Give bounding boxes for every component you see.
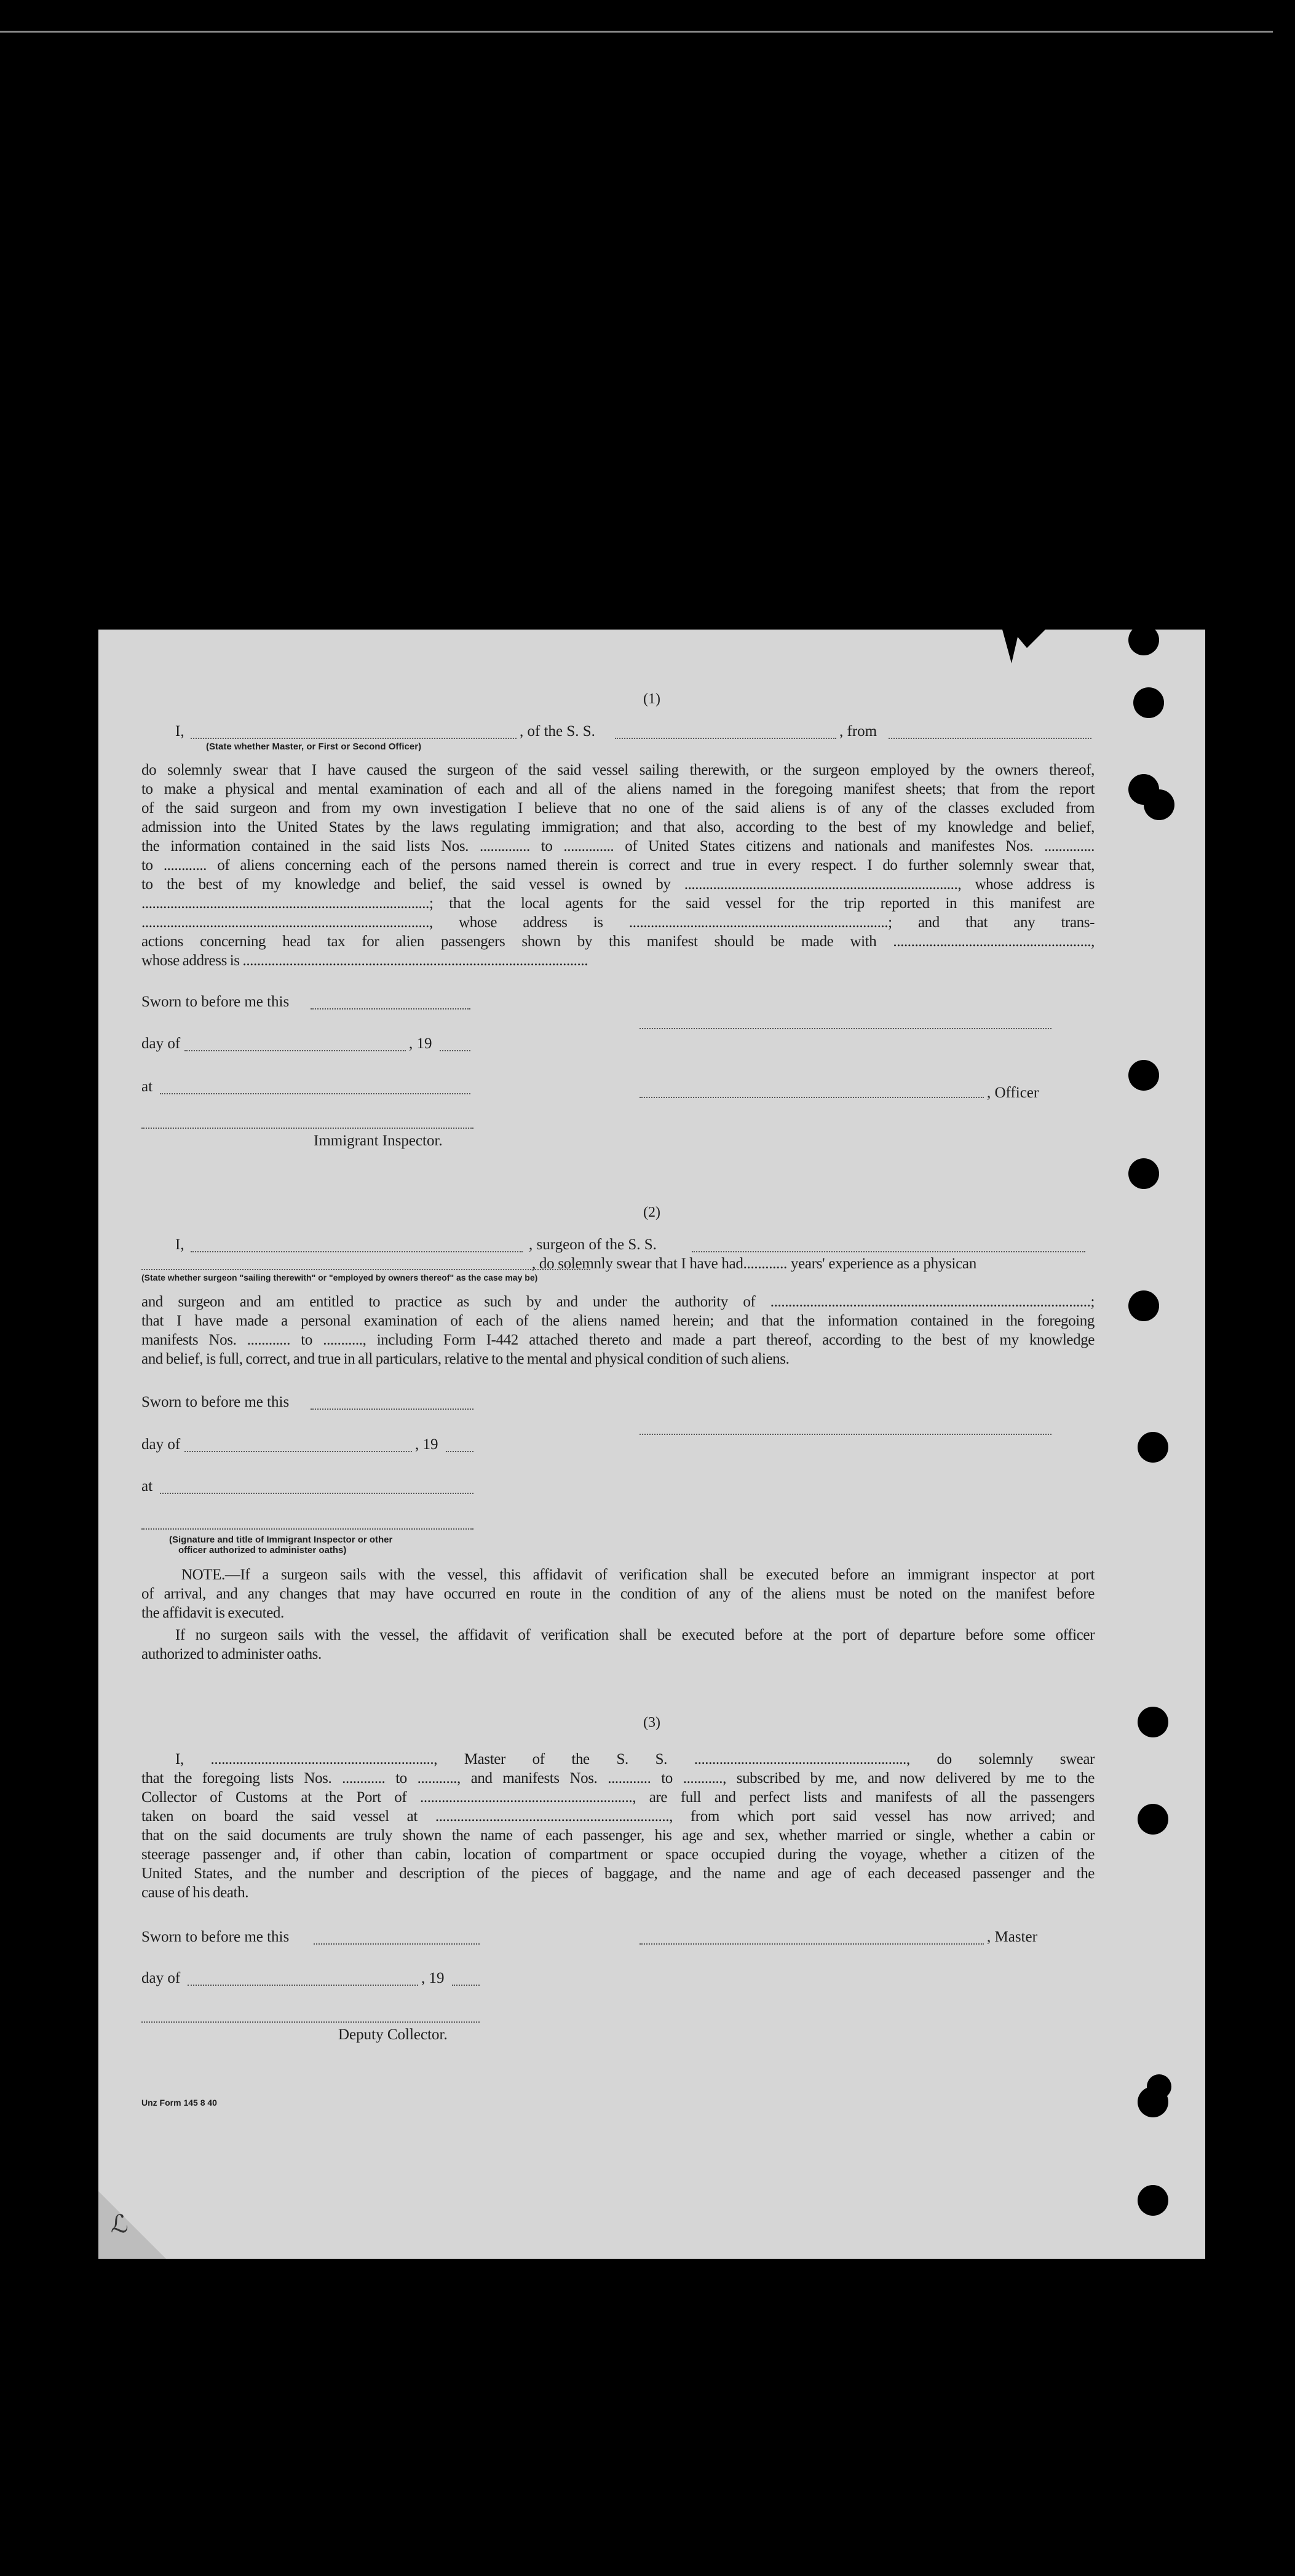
day-of-label: day of: [141, 1436, 181, 1453]
officer-field[interactable]: [640, 1097, 984, 1098]
section-number: (1): [643, 691, 660, 707]
day-of-field[interactable]: [184, 1050, 406, 1051]
body-line: the information contained in the said lists Nos. .............. to .............. of United States citizens and nationals and manifestes Nos. ..............: [141, 838, 1095, 855]
departure-field[interactable]: [889, 738, 1091, 739]
body-line: I, .............................................................., Master of the S. S. ..........................................................., do solemnly swear: [175, 1751, 1095, 1768]
day-of-label: day of: [141, 1035, 181, 1052]
sworn-label: Sworn to before me this: [141, 994, 290, 1010]
inspector-signature-field[interactable]: [141, 1528, 473, 1530]
signature-note: officer authorized to administer oaths): [178, 1545, 347, 1555]
section2-body: [141, 1292, 1095, 1369]
experience-statement: , do solemnly swear that I have had............ years' experience as a physican: [532, 1255, 976, 1272]
ship-name-field[interactable]: [615, 738, 836, 739]
inspector-label: Immigrant Inspector.: [314, 1132, 443, 1149]
note-line: NOTE.—If a surgeon sails with the vessel, this affidavit of verification shall be executed before an immigrant inspector at port: [181, 1567, 1095, 1583]
day-of-field[interactable]: [184, 1451, 412, 1452]
film-edge-line: [0, 31, 1273, 33]
body-line: steerage passenger and, if other than cabin, location of compartment or space occupied during the voyage, whether a citizen of the: [141, 1846, 1095, 1863]
body-line: to the best of my knowledge and belief, the said vessel is owned by ............................................................................, whose address is: [141, 876, 1095, 893]
punch-hole: [1128, 630, 1159, 655]
oath-i: I,: [175, 723, 184, 740]
deputy-collector-label: Deputy Collector.: [338, 2026, 448, 2043]
body-line: ................................................................................; that the local agents for the said vessel for the trip reported in this manifest are: [141, 895, 1095, 912]
year-field[interactable]: [446, 1451, 473, 1452]
note-line: the affidavit is executed.: [141, 1605, 284, 1621]
of-the-ss-label: , of the S. S.: [520, 723, 595, 740]
oath-i: I,: [175, 1236, 184, 1253]
punch-hole: [1138, 1432, 1168, 1463]
name-field[interactable]: [191, 738, 517, 739]
signature-field[interactable]: [640, 1028, 1051, 1029]
day-of-label: day of: [141, 1970, 181, 1986]
body-line: actions concerning head tax for alien passengers shown by this manifest should be made with .......................................................,: [141, 933, 1095, 950]
body-line: to make a physical and mental examination of each and all of the aliens named in the foregoing manifest sheets; that from the report: [141, 781, 1095, 797]
sworn-date-field[interactable]: [311, 1409, 473, 1410]
signature-note: (Signature and title of Immigrant Inspector or other: [169, 1535, 393, 1545]
at-label: at: [141, 1478, 153, 1495]
ship-name-field[interactable]: [692, 1251, 1085, 1252]
section-number: (3): [643, 1715, 660, 1731]
year-field[interactable]: [452, 1985, 480, 1986]
body-line: and surgeon and am entitled to practice as such by and under the authority of .........................................................................................;: [141, 1294, 1095, 1310]
body-line: that I have made a personal examination of each of the aliens named herein; and that the information contained in the foregoing: [141, 1313, 1095, 1329]
body-line: of the said surgeon and from my own investigation I believe that no one of the said aliens is of any of the classes excluded from: [141, 800, 1095, 816]
section3-body: [141, 1750, 1095, 1902]
section-number: (2): [643, 1204, 660, 1220]
note-line: authorized to administer oaths.: [141, 1646, 322, 1662]
surgeon-type-field[interactable]: [141, 1269, 590, 1270]
body-line: whose address is ................................................................................................: [141, 952, 588, 969]
officer-label: , Officer: [987, 1085, 1039, 1101]
collector-signature-field[interactable]: [141, 2021, 480, 2023]
sworn-date-field[interactable]: [314, 1943, 480, 1945]
body-line: to ............ of aliens concerning each of the persons named therein is correct and true in every respect. I do further solemnly swear that,: [141, 857, 1095, 874]
at-place-field[interactable]: [160, 1093, 470, 1094]
officer-note: (State whether Master, or First or Second Officer): [206, 741, 422, 752]
sworn-label: Sworn to before me this: [141, 1394, 290, 1410]
body-line: do solemnly swear that I have caused the surgeon of the said vessel sailing therewith, or the surgeon employed by the owners thereof,: [141, 762, 1095, 778]
body-line: admission into the United States by the laws regulating immigration; and that also, according to the best of my knowledge and belief,: [141, 819, 1095, 836]
inspector-signature-field[interactable]: [141, 1128, 473, 1129]
year-label: , 19: [421, 1970, 445, 1986]
punch-hole: [1128, 1158, 1159, 1189]
body-line: ................................................................................, whose address is ........................................................................; and that any trans-: [141, 914, 1095, 931]
body-line: taken on board the said vessel at ................................................................., from which port said vessel has now arrived; and: [141, 1808, 1095, 1825]
folded-corner: [98, 2191, 166, 2259]
note-line: If no surgeon sails with the vessel, the affidavit of verification shall be executed before at the port of departure before some officer: [175, 1627, 1095, 1643]
at-label: at: [141, 1078, 153, 1095]
master-label: , Master: [987, 1929, 1037, 1945]
body-line: Collector of Customs at the Port of ..........................................................., are full and perfect lists and manifests of all the passengers: [141, 1789, 1095, 1806]
note-line: of arrival, and any changes that may have occurred en route in the condition of any of the aliens must be noted on the manifest before: [141, 1586, 1095, 1602]
punch-hole: [1128, 1060, 1159, 1091]
year-label: , 19: [415, 1436, 438, 1453]
surgeon-name-field[interactable]: [191, 1251, 523, 1252]
body-line: United States, and the number and description of the pieces of baggage, and the name and age of each deceased passenger and the: [141, 1865, 1095, 1882]
body-line: cause of his death.: [141, 1884, 249, 1901]
section1-body: [141, 761, 1095, 970]
body-line: that on the said documents are truly shown the name of each passenger, his age and sex, whether married or single, whether a cabin or: [141, 1827, 1095, 1844]
punch-hole: [1138, 2185, 1168, 2216]
surgeon-note: (State whether surgeon "sailing therewith" or "employed by owners thereof" as the case may be): [141, 1273, 538, 1282]
surgeon-label: , surgeon of the S. S.: [529, 1236, 657, 1253]
punch-hole: [1147, 2074, 1171, 2099]
day-of-field[interactable]: [188, 1985, 418, 1986]
year-label: , 19: [409, 1035, 432, 1052]
master-signature-field[interactable]: [640, 1943, 984, 1945]
body-line: and belief, is full, correct, and true in all particulars, relative to the mental and physical condition of such aliens.: [141, 1351, 790, 1367]
from-label: , from: [839, 723, 877, 740]
note2-paragraph: [141, 1626, 1095, 1664]
punch-hole: [1138, 1804, 1168, 1835]
sworn-label: Sworn to before me this: [141, 1929, 290, 1945]
body-line: that the foregoing lists Nos. ............ to ..........., and manifests Nos. ............ to ..........., subscribed by me, and now delivered by me to the: [141, 1770, 1095, 1787]
punch-hole: [1144, 789, 1174, 820]
at-place-field[interactable]: [160, 1493, 473, 1494]
punch-hole: [1128, 1290, 1159, 1321]
manifest-affidavit-page: [98, 630, 1205, 2259]
sworn-date-field[interactable]: [311, 1008, 470, 1009]
handwritten-mark: ℒ: [111, 2210, 129, 2238]
form-number: Unz Form 145 8 40: [141, 2098, 217, 2108]
torn-corner: [984, 630, 1058, 673]
body-line: manifests Nos. ............ to ..........., including Form I-442 attached thereto and made a part thereof, according to the best of my knowledge: [141, 1332, 1095, 1348]
signature-field[interactable]: [640, 1434, 1051, 1435]
year-field[interactable]: [440, 1050, 470, 1051]
note-paragraph: [141, 1565, 1095, 1622]
